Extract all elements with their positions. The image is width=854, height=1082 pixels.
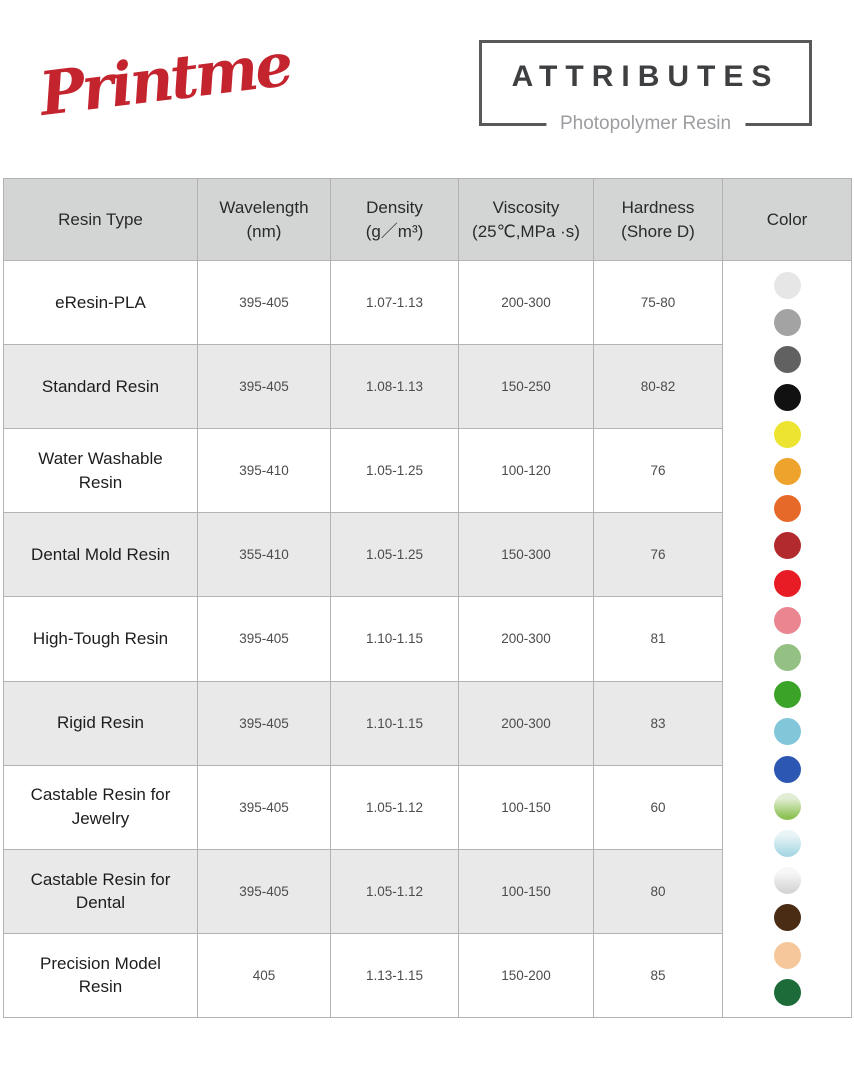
color-swatch-list bbox=[723, 272, 851, 1006]
color-swatch-amber-orange bbox=[774, 458, 801, 485]
badge-subtitle: Photopolymer Resin bbox=[546, 113, 745, 135]
density-cell: 1.05-1.25 bbox=[331, 429, 459, 513]
attributes-badge bbox=[479, 40, 812, 135]
viscosity-cell: 200-300 bbox=[459, 597, 594, 681]
color-swatch-blue bbox=[774, 756, 801, 783]
hardness-cell: 76 bbox=[594, 429, 723, 513]
color-swatch-dark-gray bbox=[774, 346, 801, 373]
hardness-cell: 81 bbox=[594, 597, 723, 681]
resin-type-cell: Water Washable Resin bbox=[4, 429, 198, 513]
table-header-row bbox=[4, 179, 852, 261]
hardness-cell: 80-82 bbox=[594, 345, 723, 429]
color-swatch-peach bbox=[774, 942, 801, 969]
column-header-label: Hardness bbox=[621, 197, 695, 217]
viscosity-cell: 150-200 bbox=[459, 933, 594, 1017]
viscosity-cell: 100-150 bbox=[459, 849, 594, 933]
color-swatch-pale-blue-gradient bbox=[774, 830, 801, 857]
hardness-cell: 80 bbox=[594, 849, 723, 933]
resin-type-cell: Castable Resin for Jewelry bbox=[4, 765, 198, 849]
viscosity-cell: 200-300 bbox=[459, 261, 594, 345]
viscosity-cell: 200-300 bbox=[459, 681, 594, 765]
color-swatch-black bbox=[774, 384, 801, 411]
wavelength-cell: 395-405 bbox=[198, 765, 331, 849]
density-cell: 1.08-1.13 bbox=[331, 345, 459, 429]
table-row bbox=[4, 261, 852, 345]
column-header-wavelength bbox=[198, 179, 331, 261]
column-header-label: Resin Type bbox=[58, 209, 143, 229]
resin-type-cell: Rigid Resin bbox=[4, 681, 198, 765]
color-swatch-yellow bbox=[774, 421, 801, 448]
density-cell: 1.05-1.25 bbox=[331, 513, 459, 597]
color-swatches-cell bbox=[723, 261, 852, 1018]
column-header-label: Wavelength bbox=[219, 197, 309, 217]
column-header-density bbox=[331, 179, 459, 261]
wavelength-cell: 395-405 bbox=[198, 597, 331, 681]
resin-type-cell: Precision Model Resin bbox=[4, 933, 198, 1017]
viscosity-cell: 100-120 bbox=[459, 429, 594, 513]
viscosity-cell: 100-150 bbox=[459, 765, 594, 849]
color-swatch-red bbox=[774, 570, 801, 597]
badge-title: ATTRIBUTES bbox=[511, 60, 780, 93]
density-cell: 1.10-1.15 bbox=[331, 597, 459, 681]
wavelength-cell: 395-405 bbox=[198, 261, 331, 345]
color-swatch-green bbox=[774, 681, 801, 708]
color-swatch-light-green bbox=[774, 644, 801, 671]
wavelength-cell: 395-405 bbox=[198, 849, 331, 933]
hardness-cell: 75-80 bbox=[594, 261, 723, 345]
resin-type-cell: Standard Resin bbox=[4, 345, 198, 429]
resin-type-cell: Dental Mold Resin bbox=[4, 513, 198, 597]
table-header bbox=[4, 179, 852, 261]
resin-attributes-table bbox=[3, 178, 852, 1018]
hardness-cell: 83 bbox=[594, 681, 723, 765]
wavelength-cell: 395-405 bbox=[198, 681, 331, 765]
resin-type-cell: High-Tough Resin bbox=[4, 597, 198, 681]
wavelength-cell: 355-410 bbox=[198, 513, 331, 597]
resin-type-cell: Castable Resin for Dental bbox=[4, 849, 198, 933]
table-body bbox=[4, 261, 852, 1018]
color-swatch-lime-green-gradient bbox=[774, 793, 801, 820]
column-header-sublabel: (nm) bbox=[246, 221, 282, 241]
density-cell: 1.05-1.12 bbox=[331, 765, 459, 849]
color-swatch-sky-blue bbox=[774, 718, 801, 745]
density-cell: 1.07-1.13 bbox=[331, 261, 459, 345]
color-swatch-orange bbox=[774, 495, 801, 522]
printme-logo: Printme bbox=[35, 29, 295, 130]
column-header-resin-type bbox=[4, 179, 198, 261]
column-header-label: Density bbox=[366, 197, 423, 217]
hardness-cell: 60 bbox=[594, 765, 723, 849]
density-cell: 1.05-1.12 bbox=[331, 849, 459, 933]
column-header-hardness bbox=[594, 179, 723, 261]
color-swatch-dark-green bbox=[774, 979, 801, 1006]
color-swatch-gray bbox=[774, 309, 801, 336]
column-header-viscosity bbox=[459, 179, 594, 261]
wavelength-cell: 395-410 bbox=[198, 429, 331, 513]
column-header-sublabel: (g／m³) bbox=[365, 221, 424, 241]
color-swatch-dark-red bbox=[774, 532, 801, 559]
column-header-sublabel: (25℃,MPa ·s) bbox=[472, 221, 580, 241]
color-swatch-pink bbox=[774, 607, 801, 634]
column-header-sublabel: (Shore D) bbox=[621, 221, 695, 241]
hardness-cell: 85 bbox=[594, 933, 723, 1017]
density-cell: 1.13-1.15 bbox=[331, 933, 459, 1017]
viscosity-cell: 150-300 bbox=[459, 513, 594, 597]
resin-type-cell: eResin-PLA bbox=[4, 261, 198, 345]
hardness-cell: 76 bbox=[594, 513, 723, 597]
column-header-color bbox=[723, 179, 852, 261]
density-cell: 1.10-1.15 bbox=[331, 681, 459, 765]
wavelength-cell: 395-405 bbox=[198, 345, 331, 429]
color-swatch-clear-white-gradient bbox=[774, 867, 801, 894]
color-swatch-dark-brown bbox=[774, 904, 801, 931]
wavelength-cell: 405 bbox=[198, 933, 331, 1017]
viscosity-cell: 150-250 bbox=[459, 345, 594, 429]
column-header-label: Viscosity bbox=[492, 197, 560, 217]
color-swatch-light-gray bbox=[774, 272, 801, 299]
column-header-label: Color bbox=[766, 209, 808, 229]
